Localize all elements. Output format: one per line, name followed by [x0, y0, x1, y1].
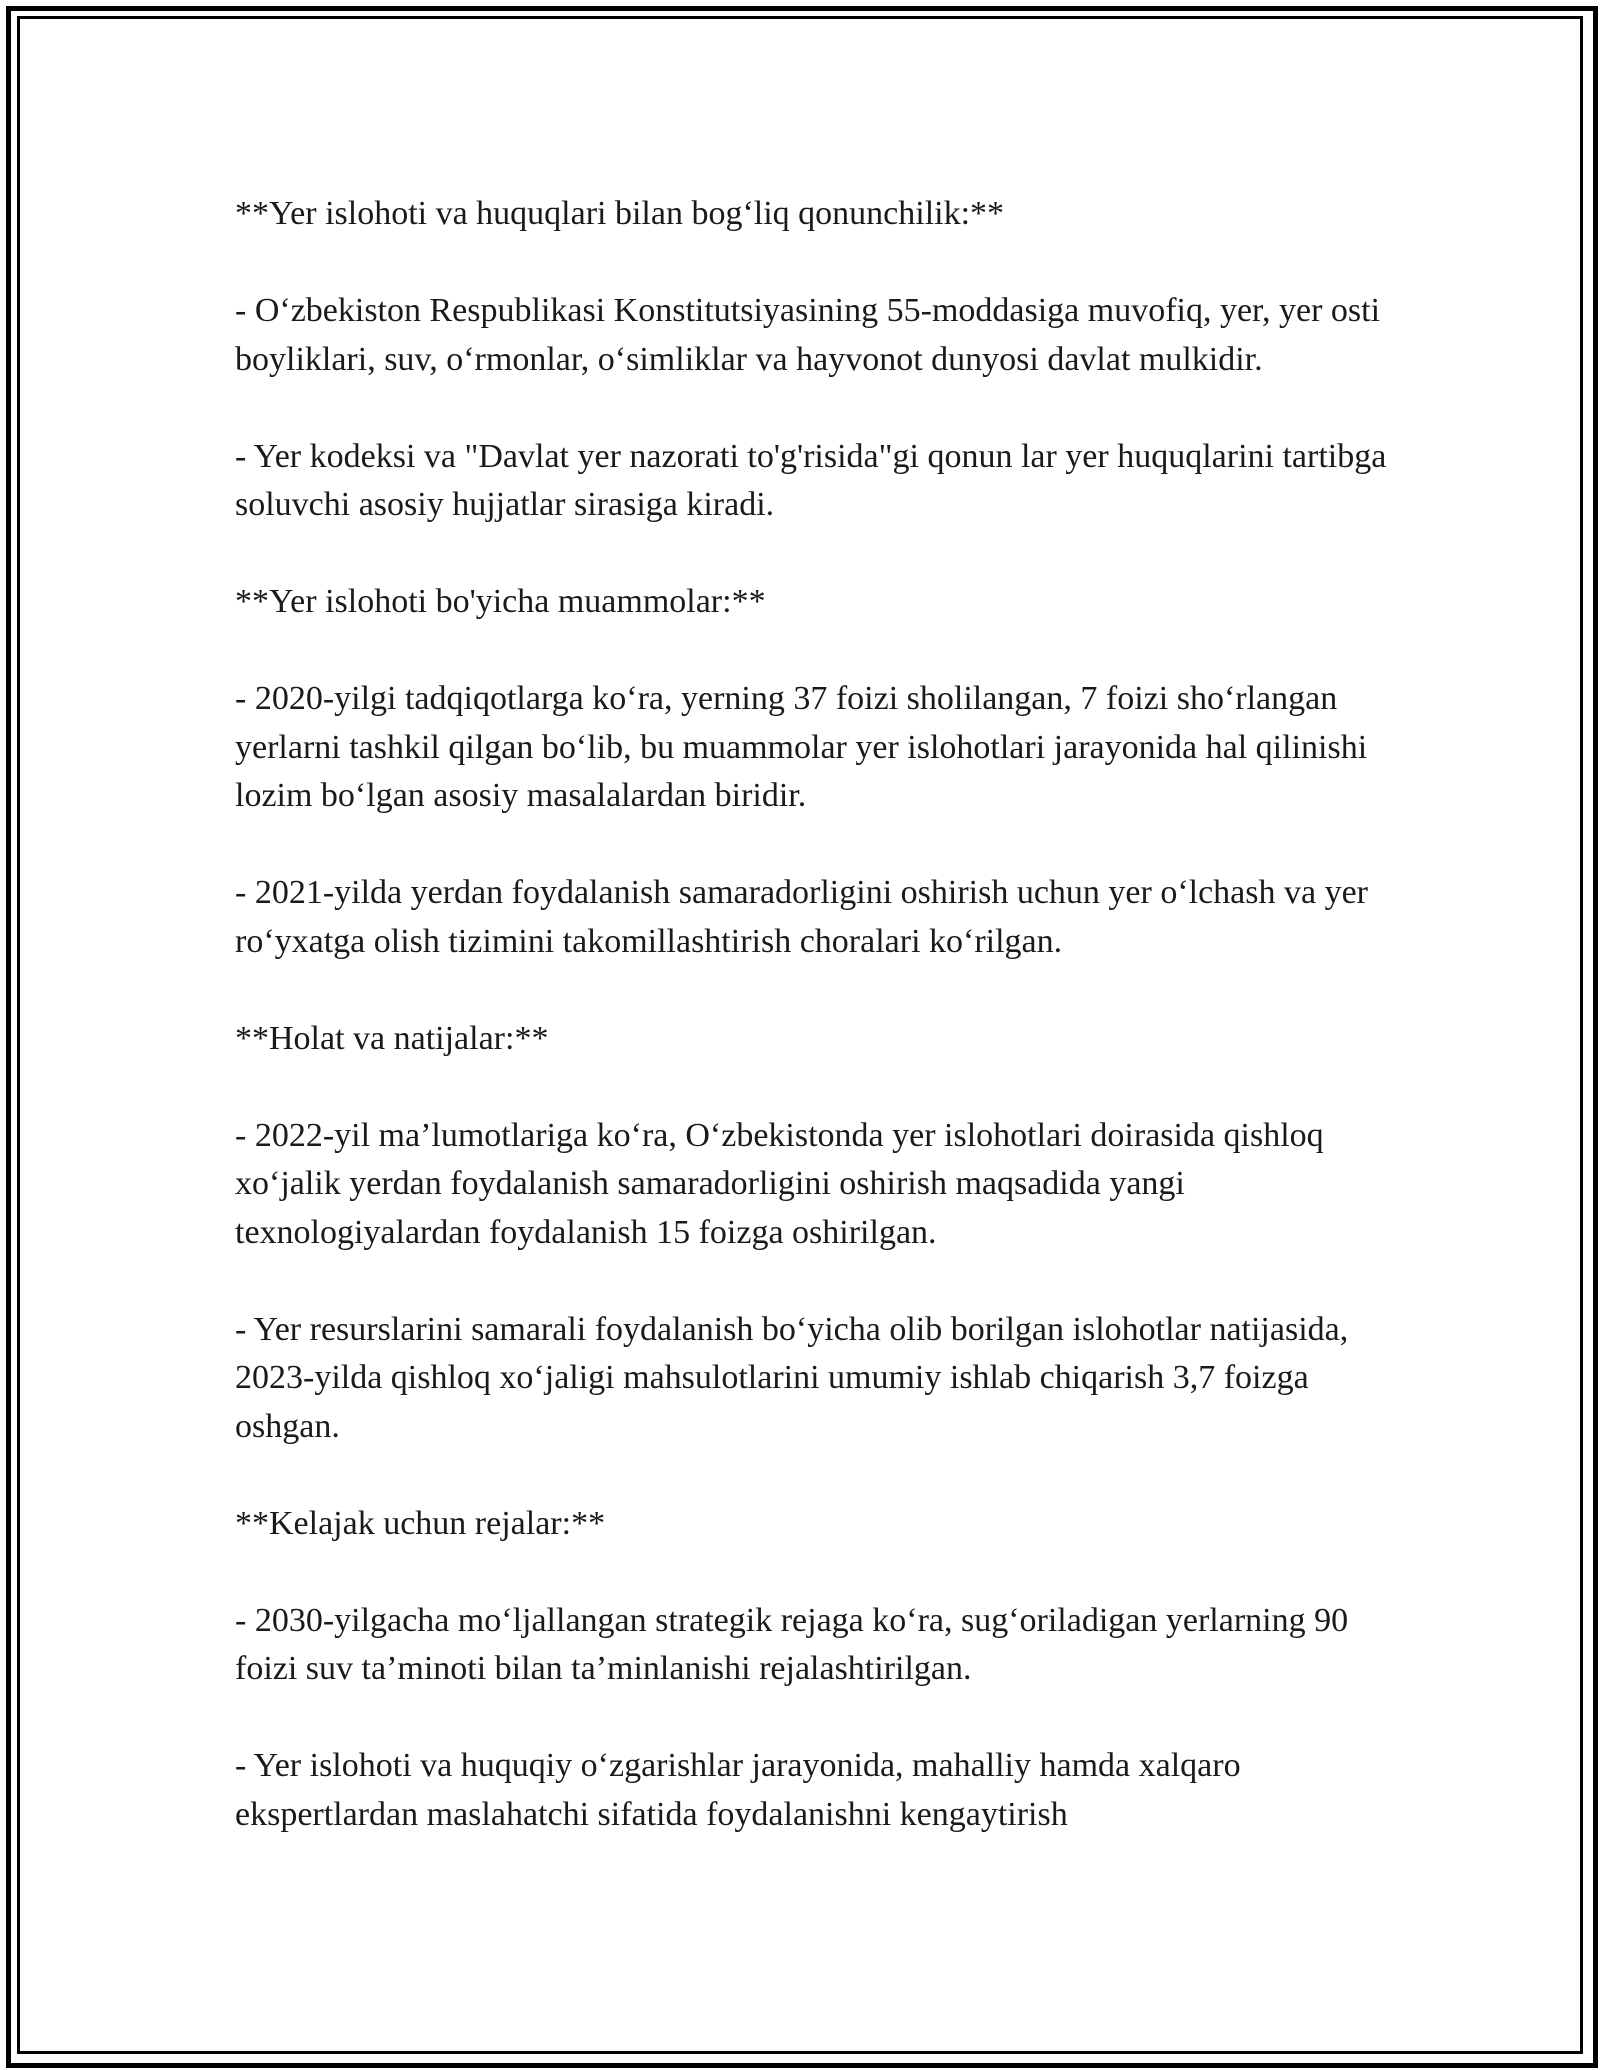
section-heading-status: **Holat va natijalar:**: [235, 1019, 549, 1057]
section-heading-legislation: **Yer islohoti va huquqlari bilan bog‘liq qonunchilik:**: [235, 195, 1005, 232]
paragraph-2023-results: - Yer resurslarini samarali foydalanish bo‘yicha olib borilgan islohotlar natijasida, 2023-yilda qishloq xo‘jaligi mahsulotlarini umumiy ishlab chiqarish 3,7 foizga oshgan.: [235, 1310, 1349, 1445]
paragraph-2020-research: - 2020-yilgi tadqiqotlarga ko‘ra, yerning 37 foizi sholilangan, 7 foizi sho‘rlangan yerlarni tashkil qilgan bo‘lib, bu muammolar yer islohotlari jarayonida hal qilinishi lozim bo‘lgan asosiy masalalardan biridir.: [235, 680, 1368, 814]
paragraph-experts: - Yer islohoti va huquqiy o‘zgarishlar jarayonida, mahalliy hamda xalqaro ekspertlardan maslahatchi sifatida foydalanishni kengaytirish: [235, 1747, 1241, 1833]
paragraph-2022-data: - 2022-yil ma’lumotlariga ko‘ra, O‘zbekistonda yer islohotlari doirasida qishloq xo‘jalik yerdan foydalanish samaradorligini oshirish maqsadida yangi texnologiyalardan foydalanish 15 foizga oshirilgan.: [235, 1116, 1324, 1251]
paragraph-2030-plan: - 2030-yilgacha mo‘ljallangan strategik rejaga ko‘ra, sug‘oriladigan yerlarning 90 foizi suv ta’minoti bilan ta’minlanishi rejalashtirilgan.: [235, 1601, 1349, 1687]
section-heading-plans: **Kelajak uchun rejalar:**: [235, 1504, 606, 1542]
paragraph-constitution: - O‘zbekiston Respublikasi Konstitutsiyasining 55-moddasiga muvofiq, yer, yer osti boyliklari, suv, o‘rmonlar, o‘simliklar va hayvonot dunyosi davlat mulkidir.: [235, 292, 1381, 378]
section-heading-problems: **Yer islohoti bo'yicha muammolar:**: [235, 583, 766, 620]
paragraph-land-code: - Yer kodeksi va "Davlat yer nazorati to'g'risida"gi qonun lar yer huquqlarini tartibga soluvchi asosiy hujjatlar sirasiga kiradi.: [235, 437, 1387, 523]
document-body: [235, 190, 1415, 1839]
paragraph-2021-measures: - 2021-yilda yerdan foydalanish samaradorligini oshirish uchun yer o‘lchash va yer ro‘yxatga olish tizimini takomillashtirish choralari ko‘rilgan.: [235, 874, 1369, 960]
